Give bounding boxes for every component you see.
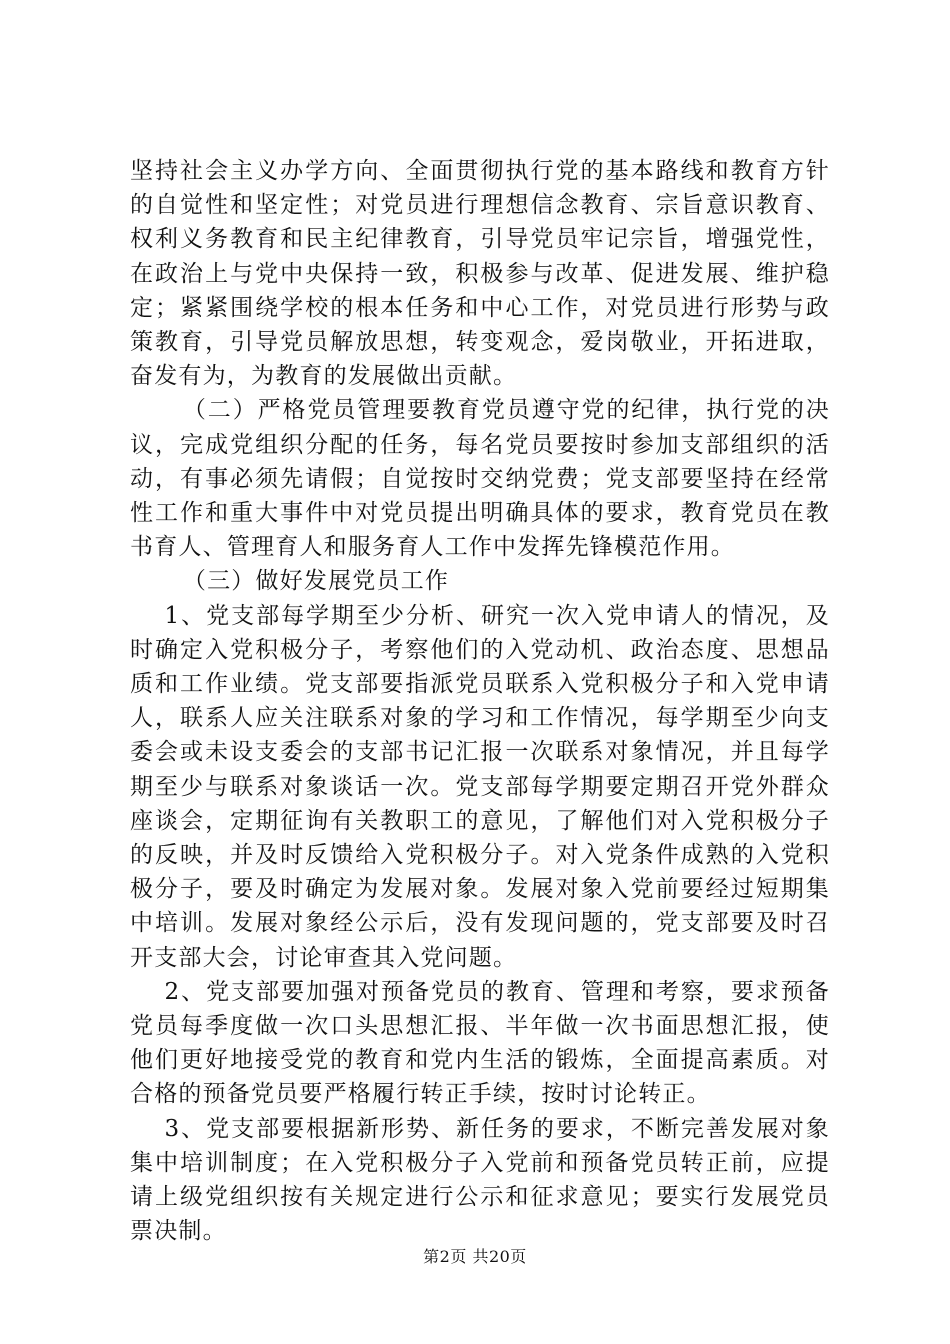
paragraph-section-two: （二）严格党员管理要教育党员遵守党的纪律，执行党的决议，完成党组织分配的任务，每名党员要按时参加支部组织的活动，有事必须先请假；自觉按时交纳党费；党支部要坚持在经常性工作和重大事件中对党员提出明确具体的要求，教育党员在教书育人、管理育人和服务育人工作中发挥先锋模范作用。 — [130, 397, 830, 561]
paragraph-item-3: 3、党支部要根据新形势、新任务的要求，不断完善发展对象集中培训制度；在入党积极分子入党前和预备党员转正前，应提请上级党组织按有关规定进行公示和征求意见；要实行发展党员票决制。 — [130, 1115, 830, 1245]
document-body — [130, 154, 830, 1249]
paragraph-section-three-heading: （三）做好发展党员工作 — [182, 568, 450, 595]
paragraph-continuation: 坚持社会主义办学方向、全面贯彻执行党的基本路线和教育方针的自觉性和坚定性；对党员进行理想信念教育、宗旨意识教育、权利义务教育和民主纪律教育，引导党员牢记宗旨，增强党性，在政治上与党中央保持一致，积极参与改革、促进发展、维护稳定；紧紧围绕学校的根本任务和中心工作，对党员进行形势与政策教育，引导党员解放思想，转变观念，爱岗敬业，开拓进取，奋发有为，为教育的发展做出贡献。 — [130, 158, 830, 390]
page-number-footer: 第2页 共20页 — [423, 1247, 527, 1266]
paragraph-item-1: 1、党支部每学期至少分析、研究一次入党申请人的情况，及时确定入党积极分子，考察他们的入党动机、政治态度、思想品质和工作业绩。党支部要指派党员联系入党积极分子和入党申请人，联系人应关注联系对象的学习和工作情况，每学期至少向支委会或未设支委会的支部书记汇报一次联系对象情况，并且每学期至少与联系对象谈话一次。党支部每学期要定期召开党外群众座谈会，定期征询有关教职工的意见，了解他们对入党积极分子的反映，并及时反馈给入党积极分子。对入党条件成熟的入党积极分子，要及时确定为发展对象。发展对象入党前要经过短期集中培训。发展对象经公示后，没有发现问题的，党支部要及时召开支部大会，讨论审查其入党问题。 — [130, 602, 830, 971]
paragraph-item-2: 2、党支部要加强对预备党员的教育、管理和考察，要求预备党员每季度做一次口头思想汇报、半年做一次书面思想汇报，使他们更好地接受党的教育和党内生活的锻炼，全面提高素质。对合格的预备党员要严格履行转正手续，按时讨论转正。 — [130, 978, 830, 1108]
